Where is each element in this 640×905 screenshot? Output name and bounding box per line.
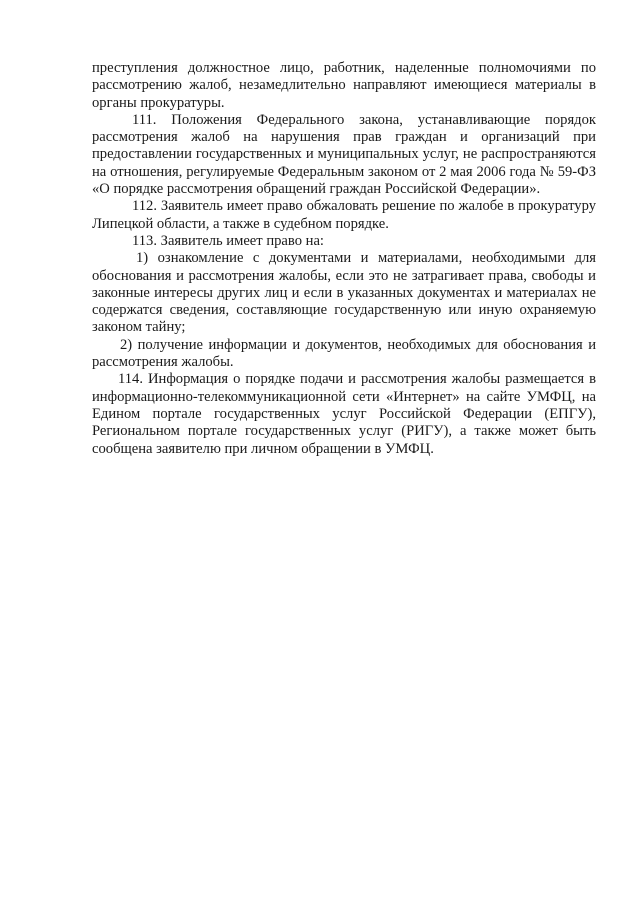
- document-page: [92, 60, 596, 458]
- paragraph-113-item-1: 1) ознакомление с документами и материалами, необходимыми для обоснования и рассмотрения жалобы, если это не затрагивает права, свободы и законные интересы других лиц и если в указанных документах и материалах не содержатся сведения, составляющие государственную или иную охраняемую законом тайну;: [92, 250, 596, 336]
- paragraph-111: 111. Положения Федерального закона, устанавливающие порядок рассмотрения жалоб на нарушения прав граждан и организаций при предоставлении государственных и муниципальных услуг, не распространяются на отношения, регулируемые Федеральным законом от 2 мая 2006 года № 59-ФЗ «О порядке рассмотрения обращений граждан Российской Федерации».: [92, 111, 596, 198]
- paragraph-113-item-2: 2) получение информации и документов, необходимых для обоснования и рассмотрения жалобы.: [92, 336, 596, 371]
- paragraph-continuation: преступления должностное лицо, работник, наделенные полномочиями по рассмотрению жалоб, незамедлительно направляют имеющиеся материалы в органы прокуратуры.: [92, 60, 596, 111]
- paragraph-114: 114. Информация о порядке подачи и рассмотрения жалобы размещается в информационно-телекоммуникационной сети «Интернет» на сайте УМФЦ, на Едином портале государственных услуг Российской Федерации (ЕПГУ), Региональном портале государственных услуг (РИГУ), а также может быть сообщена заявителю при личном обращении в УМФЦ.: [92, 371, 596, 457]
- paragraph-112: 112. Заявитель имеет право обжаловать решение по жалобе в прокуратуру Липецкой области, а также в судебном порядке.: [92, 198, 596, 232]
- paragraph-113: 113. Заявитель имеет право на:: [132, 232, 324, 249]
